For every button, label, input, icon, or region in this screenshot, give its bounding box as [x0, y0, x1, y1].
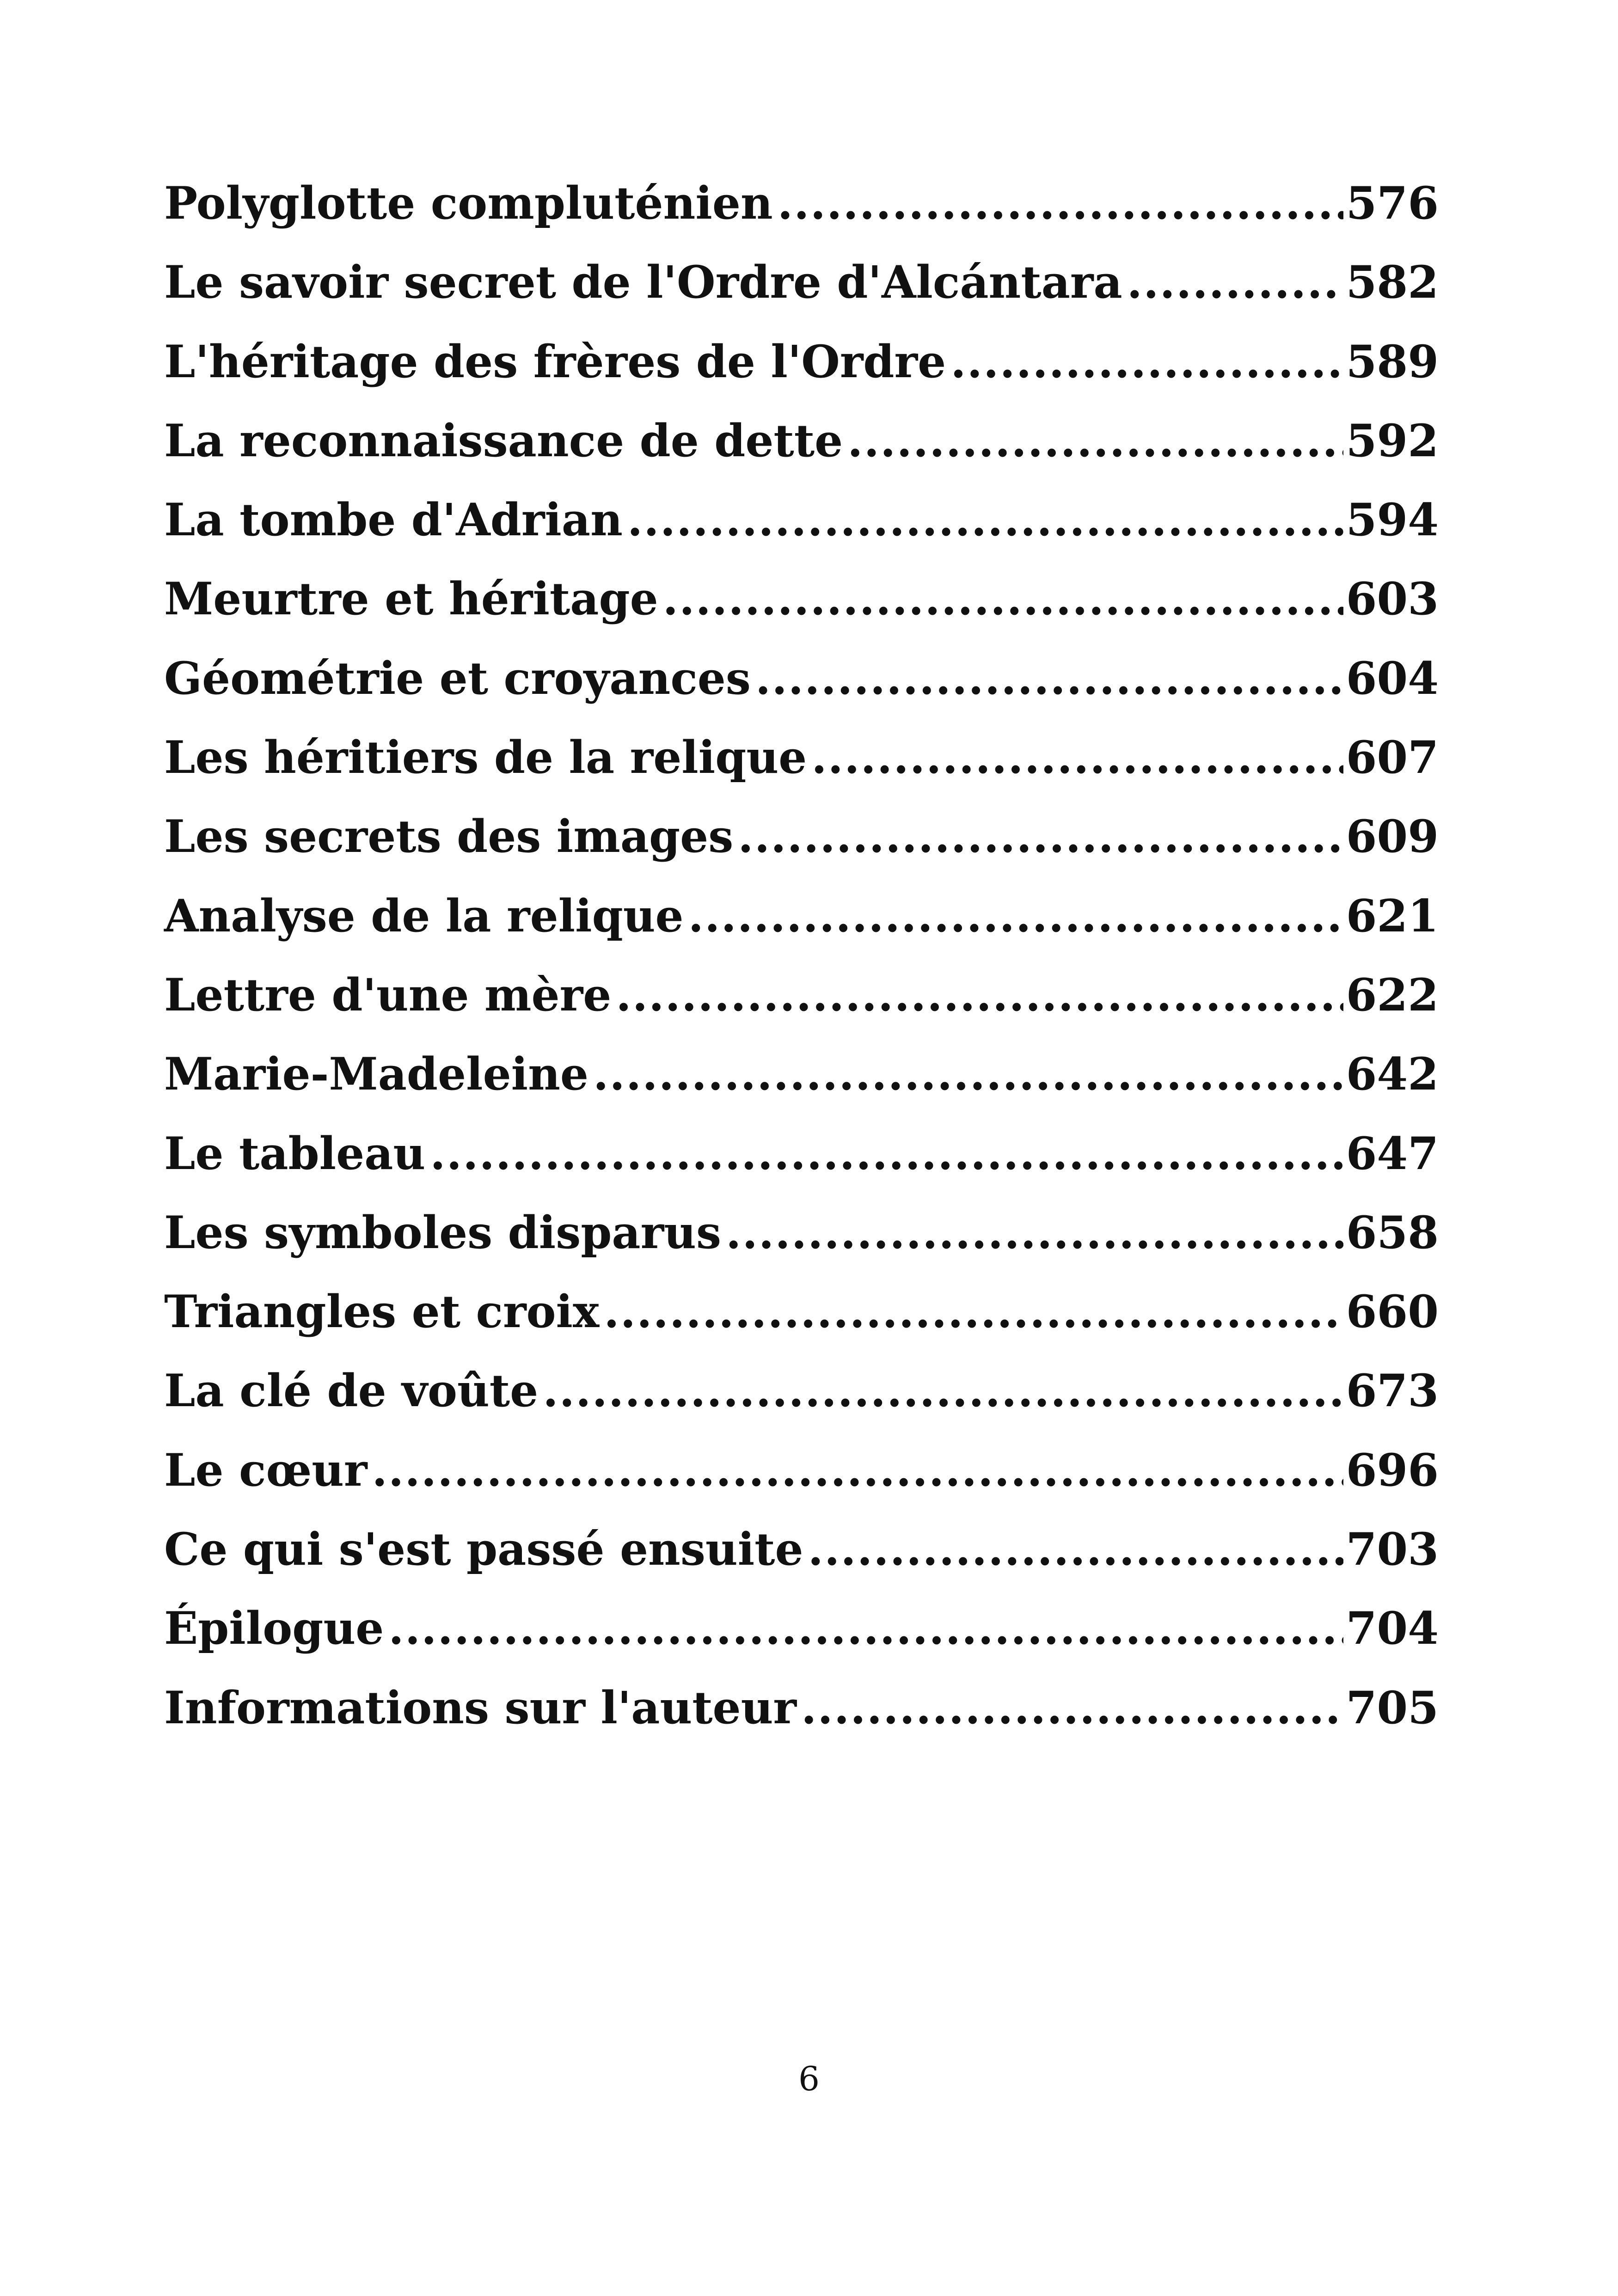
- toc-entry-page: 589: [1346, 335, 1439, 388]
- table-of-contents: [164, 177, 1439, 1765]
- toc-dot-leader: [627, 498, 1343, 542]
- toc-entry-title: Informations sur l'auteur: [164, 1681, 797, 1734]
- toc-entry-page: 622: [1346, 968, 1439, 1021]
- toc-entry-page: 582: [1346, 256, 1439, 309]
- toc-entry-title: Le savoir secret de l'Ordre d'Alcántara: [164, 256, 1122, 309]
- toc-entry-title: La reconnaissance de dette: [164, 414, 843, 467]
- toc-dot-leader: [950, 340, 1343, 384]
- toc-entry-title: L'héritage des frères de l'Ordre: [164, 335, 946, 388]
- toc-entry[interactable]: [164, 1206, 1439, 1290]
- toc-entry[interactable]: [164, 1048, 1439, 1131]
- toc-dot-leader: [1127, 260, 1343, 305]
- page-number: 6: [798, 2059, 820, 2098]
- toc-entry-title: Ce qui s'est passé ensuite: [164, 1523, 803, 1576]
- toc-entry-title: Lettre d'une mère: [164, 968, 612, 1021]
- toc-entry-title: Épilogue: [164, 1602, 384, 1655]
- toc-entry-title: Le cœur: [164, 1444, 368, 1496]
- toc-entry-title: Meurtre et héritage: [164, 573, 658, 625]
- toc-entry-title: Le tableau: [164, 1127, 426, 1180]
- toc-entry-page: 604: [1346, 652, 1439, 704]
- toc-entry[interactable]: [164, 731, 1439, 814]
- toc-dot-leader: [593, 1052, 1343, 1096]
- toc-entry-title: Triangles et croix: [164, 1286, 600, 1338]
- toc-dot-leader: [663, 577, 1343, 621]
- toc-entry[interactable]: [164, 177, 1439, 260]
- toc-dot-leader: [778, 181, 1343, 226]
- toc-entry[interactable]: [164, 652, 1439, 735]
- toc-entry-page: 576: [1346, 177, 1439, 229]
- toc-dot-leader: [808, 1527, 1343, 1572]
- toc-entry-title: La clé de voûte: [164, 1365, 539, 1417]
- toc-entry-title: Analyse de la relique: [164, 889, 684, 942]
- toc-entry-title: Polyglotte compluténien: [164, 177, 773, 229]
- toc-dot-leader: [372, 1448, 1343, 1493]
- toc-dot-leader: [755, 656, 1343, 701]
- toc-entry-title: Marie-Madeleine: [164, 1048, 588, 1101]
- toc-entry[interactable]: [164, 1444, 1439, 1527]
- toc-entry-page: 705: [1346, 1681, 1439, 1734]
- toc-entry-page: 703: [1346, 1523, 1439, 1576]
- toc-entry[interactable]: [164, 1286, 1439, 1369]
- toc-entry[interactable]: [164, 1127, 1439, 1211]
- toc-entry[interactable]: [164, 889, 1439, 973]
- toc-entry-page: 647: [1346, 1127, 1439, 1180]
- toc-entry-page: 592: [1346, 414, 1439, 467]
- toc-dot-leader: [604, 1290, 1343, 1334]
- toc-entry-page: 594: [1346, 494, 1439, 546]
- toc-entry-title: Géométrie et croyances: [164, 652, 751, 704]
- toc-entry-page: 696: [1346, 1444, 1439, 1496]
- toc-entry-page: 660: [1346, 1286, 1439, 1338]
- toc-entry-page: 658: [1346, 1206, 1439, 1259]
- toc-dot-leader: [847, 419, 1343, 463]
- toc-entry[interactable]: [164, 968, 1439, 1052]
- toc-entry-page: 621: [1346, 889, 1439, 942]
- toc-dot-leader: [543, 1369, 1343, 1413]
- toc-entry[interactable]: [164, 1365, 1439, 1448]
- toc-entry-page: 704: [1346, 1602, 1439, 1655]
- toc-entry-title: Les secrets des images: [164, 810, 734, 863]
- toc-entry-page: 609: [1346, 810, 1439, 863]
- toc-entry[interactable]: [164, 1602, 1439, 1685]
- toc-dot-leader: [811, 735, 1343, 780]
- toc-entry[interactable]: [164, 573, 1439, 656]
- toc-entry-title: Les symboles disparus: [164, 1206, 722, 1259]
- toc-dot-leader: [688, 894, 1343, 938]
- toc-entry[interactable]: [164, 1681, 1439, 1765]
- toc-entry-page: 673: [1346, 1365, 1439, 1417]
- toc-dot-leader: [430, 1132, 1343, 1176]
- toc-entry-page: 603: [1346, 573, 1439, 625]
- toc-entry[interactable]: [164, 1523, 1439, 1606]
- toc-entry[interactable]: [164, 810, 1439, 894]
- toc-entry-page: 642: [1346, 1048, 1439, 1101]
- toc-entry[interactable]: [164, 414, 1439, 498]
- toc-dot-leader: [726, 1211, 1343, 1255]
- toc-entry-title: Les héritiers de la relique: [164, 731, 807, 784]
- toc-dot-leader: [616, 973, 1343, 1017]
- toc-entry-page: 607: [1346, 731, 1439, 784]
- toc-dot-leader: [738, 814, 1343, 859]
- toc-entry[interactable]: [164, 494, 1439, 577]
- toc-entry[interactable]: [164, 335, 1439, 419]
- toc-entry[interactable]: [164, 256, 1439, 339]
- toc-dot-leader: [801, 1686, 1343, 1730]
- toc-entry-title: La tombe d'Adrian: [164, 494, 623, 546]
- toc-dot-leader: [388, 1606, 1343, 1651]
